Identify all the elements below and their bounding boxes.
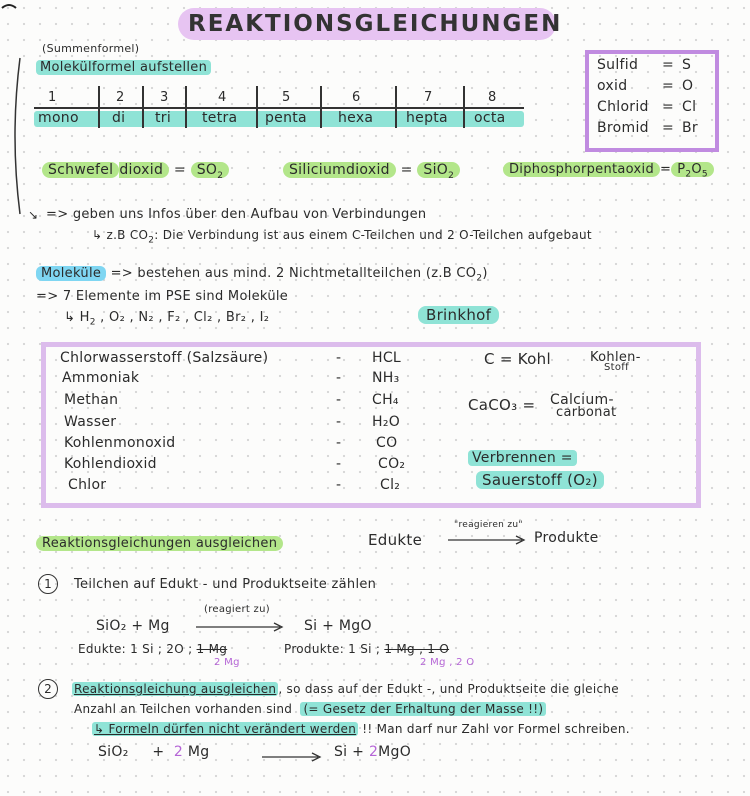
final-arrow-icon: [262, 748, 324, 760]
element-symbol: S: [682, 57, 692, 73]
info-line-1: => geben uns Infos über den Aufbau von Verbindungen: [46, 207, 427, 222]
produkte-count-new: 2 Mg , 2 O: [420, 657, 475, 668]
compound-name: Wasser: [64, 414, 117, 430]
edukte-count-text: Edukte: 1 Si ; 2O ;: [78, 642, 193, 656]
element-name: oxid: [597, 78, 628, 94]
final-coefficient-mgo: 2: [368, 744, 379, 760]
prefix-separator: [463, 86, 465, 128]
compound-dash: -: [336, 414, 342, 430]
example-schwefel: Schwefel: [42, 162, 119, 178]
carbon-note: C = Kohl: [484, 350, 551, 368]
compound-dash: -: [336, 392, 342, 408]
final-plus: +: [152, 744, 165, 760]
reagieren-label: "reagieren zu": [454, 520, 523, 530]
equation-1-arrow-label: (reagiert zu): [204, 604, 270, 615]
compound-dash: -: [336, 350, 342, 366]
prefix-label: tri: [155, 110, 172, 126]
compound-formula: CO: [376, 435, 398, 451]
final-si: Si +: [334, 744, 365, 760]
sauerstoff-label: Sauerstoff (O₂): [476, 471, 604, 489]
prefix-table-line: [34, 107, 524, 109]
prefix-label: hepta: [406, 110, 448, 126]
molekuele-definition-end: ): [482, 266, 488, 281]
prefix-separator: [320, 86, 322, 128]
summenformel-note: (Summenformel): [42, 42, 140, 55]
edukte-count-strike: 1 Mg: [196, 642, 228, 656]
info-line-2: ↳ z.B $CO_2$: Die Verbindung ist aus einem C-Teilchen und 2 O-Teilchen aufgebaut: [92, 228, 592, 246]
prefix-number: 6: [352, 90, 361, 105]
element-symbol: Cl: [682, 99, 697, 115]
step2-rest: , so dass auf der Edukt -, und Produktseite die gleiche: [278, 682, 619, 696]
prefix-label: octa: [474, 110, 506, 126]
compound-name: Ammoniak: [62, 370, 140, 386]
compound-formula: CH₄: [372, 392, 399, 408]
molekuele-elements-rest: O₂ , N₂ , F₂ , Cl₂ , Br₂ , I₂: [109, 310, 270, 325]
edukte-label: Edukte: [368, 531, 423, 549]
element-name: Bromid: [597, 120, 649, 136]
page-title: REAKTIONSGLEICHUNGEN: [188, 11, 563, 37]
produkte-label: Produkte: [534, 530, 599, 546]
prefix-number: 2: [116, 90, 125, 105]
prefix-number: 1: [48, 90, 57, 105]
compound-formula: NH₃: [372, 370, 400, 386]
step3-rest: !! Man darf nur Zahl vor Formel schreiben.: [362, 722, 630, 736]
reaction-arrow-icon: [448, 530, 528, 542]
compound-name: Kohlendioxid: [64, 456, 157, 472]
edukte-count: [78, 642, 227, 656]
element-eq: =: [662, 99, 675, 115]
prefix-separator: [142, 86, 144, 128]
compound-dash: -: [336, 435, 342, 451]
prefix-label: penta: [265, 110, 307, 126]
prefix-number: 8: [488, 90, 497, 105]
bracket-line: [8, 56, 22, 216]
element-symbol: Br: [682, 120, 698, 136]
compound-formula: CO₂: [378, 456, 406, 472]
compound-name: Chlor: [68, 477, 107, 493]
compound-dash: -: [336, 456, 342, 472]
prefix-separator: [98, 86, 100, 128]
compound-dash: -: [336, 370, 342, 386]
info-example: ↳ z.B CO: [92, 228, 149, 242]
compound-formula: Cl₂: [380, 477, 401, 493]
molekuele-line-2: => 7 Elemente im PSE sind Moleküle: [36, 289, 289, 304]
verbrennen-label: Verbrennen =: [468, 450, 577, 466]
molekuele-line-1: Moleküle => bestehen aus mind. 2 Nichtmetallteilchen (z.B $CO_2$): [36, 266, 488, 284]
prefix-separator: [395, 86, 397, 128]
element-eq: =: [662, 78, 675, 94]
compound-formula: HCL: [372, 350, 402, 366]
carbonat-label: carbonat: [556, 405, 617, 420]
step2-gesetz: (= Gesetz der Erhaltung der Masse !!): [300, 702, 546, 716]
element-eq: =: [662, 120, 675, 136]
prefix-label: di: [112, 110, 126, 126]
menu-chevron-icon[interactable]: [0, 0, 18, 14]
final-coefficient-mg: 2: [173, 744, 184, 760]
final-mgo: MgO: [378, 744, 412, 760]
molekuele-line-3: ↳ $H_2$ , O₂ , N₂ , F₂ , Cl₂ , Br₂ , I₂: [64, 310, 270, 328]
compound-formula: H₂O: [372, 414, 401, 430]
formula-o: O: [691, 162, 702, 177]
compound-name: Kohlenmonoxid: [64, 435, 176, 451]
molekuele-elements-h: ↳ H: [64, 310, 90, 325]
example-schwefeldioxid: Schwefel dioxid = $SO_2$: [42, 162, 229, 181]
step3-line: [92, 722, 630, 736]
carbon-note-stoff: Stoff: [604, 362, 629, 373]
brinkhof-label: Brinkhof: [418, 306, 499, 324]
prefix-number: 7: [424, 90, 433, 105]
element-name: Chlorid: [597, 99, 649, 115]
equation-1-left: SiO₂ + Mg: [96, 618, 170, 634]
step2-anzahl: Anzahl an Teilchen vorhanden sind: [74, 702, 293, 716]
produkte-count-text: Produkte: 1 Si ;: [284, 642, 381, 656]
prefix-label: mono: [38, 110, 79, 126]
step2-line-2: [74, 702, 546, 716]
example-diphosphor-label: Diphosphorpentaoxid: [503, 162, 660, 177]
compound-name: Chlorwasserstoff (Salzsäure): [60, 350, 269, 366]
prefix-separator: [185, 86, 187, 128]
prefix-separator: [256, 86, 258, 128]
molekuele-label: Moleküle: [36, 266, 106, 281]
calcium-label: Calcium-: [550, 392, 614, 408]
step2-number-circle: 2: [38, 679, 58, 699]
prefix-label: hexa: [338, 110, 374, 126]
final-equation: [98, 744, 209, 760]
step2-highlight: Reaktionsgleichung ausgleichen: [74, 682, 277, 696]
produkte-count-strike: 1 Mg , 1 O: [384, 642, 450, 656]
example-eq: =: [660, 162, 672, 177]
molekuelformel-heading: Molekülformel aufstellen: [36, 60, 211, 75]
caco3-formula: CaCO₃ =: [468, 396, 536, 414]
info-arrow-icon: ↘: [28, 208, 39, 222]
molekuele-definition: => bestehen aus mind. 2 Nichtmetallteilchen (z.B CO: [110, 266, 477, 281]
formula-sio2: SiO: [423, 162, 449, 178]
edukte-count-new: 2 Mg: [214, 657, 240, 668]
example-silicium-label: Siliciumdioxid: [283, 162, 396, 178]
equation-1-right: Si + MgO: [304, 618, 372, 634]
example-dioxid: dioxid: [119, 162, 169, 178]
prefix-label: tetra: [202, 110, 238, 126]
final-mg: Mg: [187, 744, 210, 760]
element-symbol: O: [682, 78, 694, 94]
prefix-number: 5: [282, 90, 291, 105]
produkte-count: [284, 642, 449, 656]
prefix-number: 3: [160, 90, 169, 105]
formula-p: P: [677, 162, 686, 177]
element-name: Sulfid: [597, 57, 639, 73]
formula-so2: SO: [196, 162, 218, 178]
example-eq: =: [173, 162, 186, 178]
step1-number-circle: 1: [38, 574, 58, 594]
ausgleichen-heading: Reaktionsgleichungen ausgleichen: [36, 536, 283, 551]
example-diphosphorpentaoxid: Diphosphorpentaoxid = $P_2O_5$: [503, 162, 714, 180]
equation-1-arrow-icon: [196, 618, 286, 630]
example-siliciumdioxid: Siliciumdioxid = SiO$_2$: [283, 162, 460, 181]
compound-name: Methan: [64, 392, 119, 408]
carbon-note-kohlen: Kohlen-: [590, 350, 641, 365]
info-example-text: : Die Verbindung ist aus einem C-Teilchen und 2 O-Teilchen aufgebaut: [154, 228, 592, 242]
compound-dash: -: [336, 477, 342, 493]
example-eq: =: [400, 162, 413, 178]
final-sio2: SiO₂: [98, 744, 129, 760]
final-products: [334, 744, 411, 760]
prefix-number: 4: [218, 90, 227, 105]
step1-text: Teilchen auf Edukt - und Produktseite zählen: [74, 577, 377, 592]
step3-highlight: ↳ Formeln dürfen nicht verändert werden: [94, 722, 357, 736]
element-eq: =: [662, 57, 675, 73]
step2-line-1: [72, 682, 619, 696]
